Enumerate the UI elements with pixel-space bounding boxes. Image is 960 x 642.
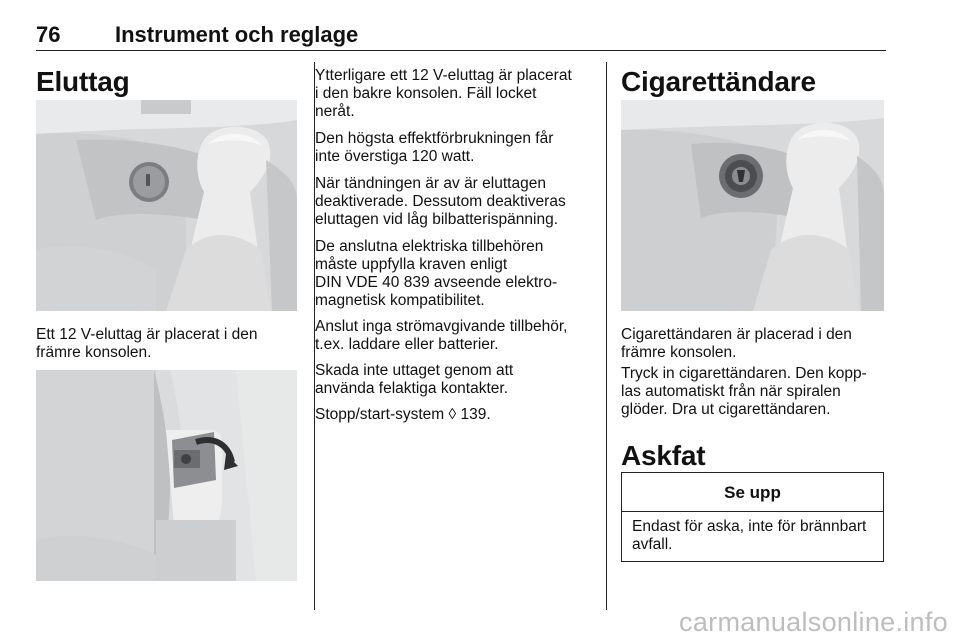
caution-text: Endast för aska, inte för brännbart avfall.	[632, 518, 867, 553]
photo-rear-socket	[36, 370, 297, 581]
caution-box	[621, 472, 884, 562]
photo-cigarette-lighter	[621, 100, 884, 311]
paragraph-ignition: När tändningen är av är eluttagen deaktiverade. Dessutom deaktiveras eluttagen vid låg bilbatterispänning.	[315, 175, 566, 228]
heading-eluttag: Eluttag	[36, 66, 130, 97]
paragraph-compatibility: De anslutna elektriska tillbehören måste uppfylla kraven enligt DIN VDE 40 839 avseende elektro- magnetisk kompatibilitet.	[315, 238, 558, 309]
paragraph-no-chargers: Anslut inga strömavgivande tillbehör, t.ex. laddare eller batterier.	[315, 318, 568, 353]
crossref-text: Stopp/start-system	[315, 406, 445, 423]
watermark: carmanualsonline.info	[679, 607, 948, 637]
crossref-arrow-icon: ◊	[448, 406, 457, 423]
crossref-stop-start[interactable]	[315, 406, 491, 424]
paragraph-lighter-location: Cigarettändaren är placerad i den främre konsolen.	[621, 326, 852, 361]
crossref-page: 139.	[460, 406, 491, 423]
photo-front-socket	[36, 100, 297, 311]
caption-front-socket: Ett 12 V-eluttag är placerat i den främre konsolen.	[36, 326, 258, 361]
heading-cigarettandare: Cigarettändare	[621, 66, 816, 97]
paragraph-max-power: Den högsta effektförbrukningen får inte överstiga 120 watt.	[315, 130, 554, 165]
page-number: 76	[36, 22, 61, 47]
paragraph-no-damage: Skada inte uttaget genom att använda felaktiga kontakter.	[315, 362, 514, 397]
chapter-title: Instrument och reglage	[115, 22, 359, 47]
column-divider-right	[606, 62, 607, 610]
paragraph-lighter-usage: Tryck in cigarettändaren. Den kopp- las automatiskt från när spiralen glöder. Dra ut cigarettändaren.	[621, 365, 867, 418]
heading-askfat: Askfat	[621, 440, 706, 471]
caution-title: Se upp	[622, 473, 883, 512]
header-rule	[36, 50, 886, 51]
paragraph-rear-socket: Ytterligare ett 12 V-eluttag är placerat i den bakre konsolen. Fäll locket neråt.	[315, 67, 572, 120]
